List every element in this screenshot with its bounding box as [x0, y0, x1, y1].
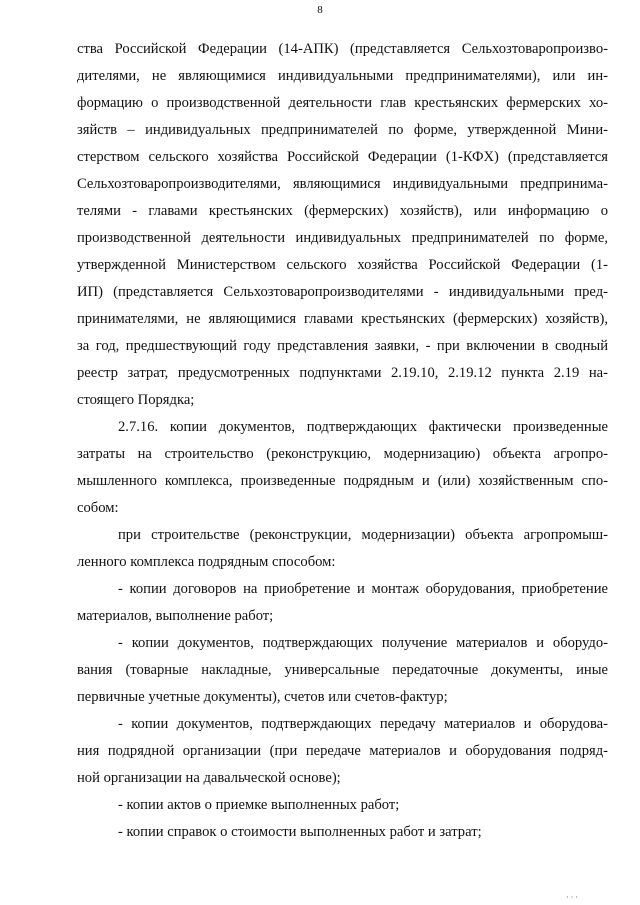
text-line: ИП) (представляется Сельхозтоваропроизводителями - индивидуальными пред-: [77, 284, 608, 300]
text-line: стоящего Порядка;: [77, 392, 195, 408]
text-line: - копии актов о приемке выполненных работ;: [118, 797, 400, 813]
text-line: реестр затрат, предусмотренных подпунктами 2.19.10, 2.19.12 пункта 2.19 на-: [77, 365, 608, 381]
text-line: 2.7.16. копии документов, подтверждающих фактически произведенные: [118, 419, 608, 435]
text-line: ленного комплекса подрядным способом:: [77, 554, 336, 570]
text-line: ной организации на давальческой основе);: [77, 770, 341, 786]
text-line: дителями, не являющимися индивидуальными предпринимателями), или ин-: [77, 68, 608, 84]
text-line: материалов, выполнение работ;: [77, 608, 274, 624]
text-line: Сельхозтоваропроизводителями, являющимися индивидуальными предпринима-: [77, 176, 608, 192]
text-line: вания (товарные накладные, универсальные передаточные документы, иные: [77, 662, 608, 678]
text-line: - копии документов, подтверждающих передачу материалов и оборудова-: [118, 716, 608, 732]
text-line: формацию о производственной деятельности глав крестьянских фермерских хо-: [77, 95, 608, 111]
text-line: первичные учетные документы), счетов или счетов-фактур;: [77, 689, 448, 705]
text-line: собом:: [77, 500, 119, 516]
text-line: ния подрядной организации (при передаче материалов и оборудования подряд-: [77, 743, 608, 759]
page-number: 8: [317, 4, 323, 16]
text-line: телями - главами крестьянских (фермерских) хозяйств), или информацию о: [77, 203, 608, 219]
text-line: принимателями, не являющимися главами крестьянских (фермерских) хозяйств),: [77, 311, 608, 327]
text-line: мышленного комплекса, произведенные подрядным и (или) хозяйственным спо-: [77, 473, 608, 489]
text-line: производственной деятельности индивидуальных предпринимателей по форме,: [77, 230, 608, 246]
text-line: затраты на строительство (реконструкцию, модернизацию) объекта агропро-: [77, 446, 608, 462]
text-line: стерством сельского хозяйства Российской Федерации (1-КФХ) (представляется: [77, 149, 608, 165]
text-line: за год, предшествующий году представления заявки, - при включении в сводный: [77, 338, 608, 354]
text-line: - копии справок о стоимости выполненных работ и затрат;: [118, 824, 482, 840]
text-line: зяйств – индивидуальных предпринимателей по форме, утвержденной Мини-: [77, 122, 608, 138]
text-line: при строительстве (реконструкции, модернизации) объекта агропромыш-: [118, 527, 608, 543]
text-line: ства Российской Федерации (14-АПК) (представляется Сельхозтоваропроизво-: [77, 41, 608, 57]
text-line: - копии документов, подтверждающих получение материалов и оборудо-: [118, 635, 608, 651]
text-line: - копии договоров на приобретение и монтаж оборудования, приобретение: [118, 581, 608, 597]
scan-artifact-mark: · · ·: [566, 893, 578, 902]
text-line: утвержденной Министерством сельского хозяйства Российской Федерации (1-: [77, 257, 608, 273]
